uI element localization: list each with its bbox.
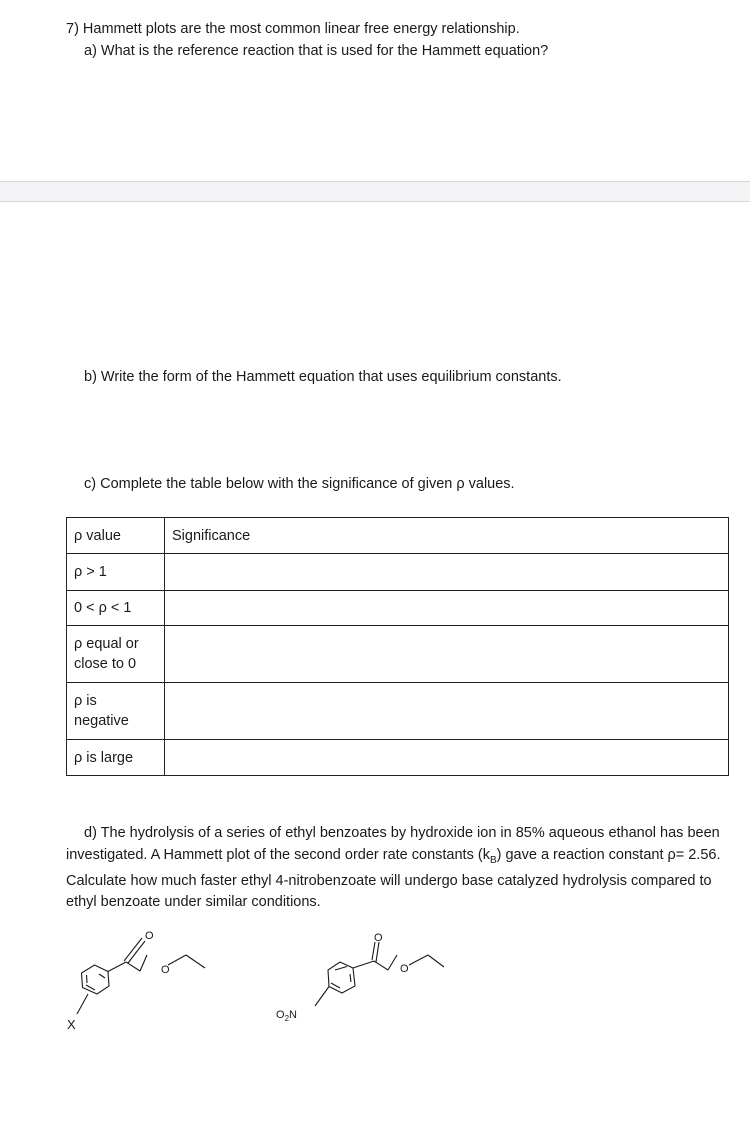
rho-text: ρ is: [74, 693, 97, 709]
ester-oxygen-label: O: [161, 964, 170, 976]
part-d-text: d) The hydrolysis of a series of ethyl benzoates by hydroxide ion in 85% aqueous ethanol has been investigated. A Hammett plot of the second order rate constants (k: [66, 825, 720, 863]
rho-cell: [67, 554, 165, 591]
rho-text: ρ > 1: [74, 564, 107, 580]
rho-cell: [67, 740, 165, 776]
question-part-c: c) Complete the table below with the significance of given ρ values.: [84, 476, 515, 492]
header-rho-value: ρ value: [67, 518, 165, 554]
rho-text-line2: close to 0: [74, 656, 137, 672]
table-row: [67, 683, 729, 740]
ethyl-benzoate-structure: [60, 922, 230, 1034]
significance-cell[interactable]: [165, 554, 729, 591]
table-row: [67, 591, 729, 626]
question-part-d: [66, 823, 736, 914]
question-title: 7) Hammett plots are the most common linear free energy relationship.: [66, 21, 520, 37]
rho-cell: [67, 591, 165, 626]
significance-cell[interactable]: [165, 591, 729, 626]
significance-cell[interactable]: [165, 740, 729, 776]
significance-cell[interactable]: [165, 626, 729, 683]
substituent-x-label: X: [67, 1017, 76, 1032]
rho-text: 0 < ρ < 1: [74, 600, 132, 616]
page-divider: [0, 181, 750, 202]
table-row: [67, 554, 729, 591]
carbonyl-oxygen-label: O: [374, 932, 383, 944]
table-header-row: [67, 518, 729, 554]
nitro-n: N: [289, 1009, 297, 1021]
rho-cell: [67, 626, 165, 683]
rho-text: ρ equal or: [74, 636, 139, 652]
ester-oxygen-label: O: [400, 963, 409, 975]
table-row: [67, 626, 729, 683]
nitro-o: O: [276, 1009, 285, 1021]
nitro-subscript: 2: [284, 1014, 290, 1023]
nitro-group-label: [276, 1009, 297, 1023]
significance-cell[interactable]: [165, 683, 729, 740]
part-d-text-end: ) gave a reaction constant ρ= 2.56. Calculate how much faster ethyl 4-nitrobenzoate will undergo base catalyzed hydrolysis compared to ethyl benzoate under similar conditions.: [66, 846, 721, 911]
rho-text: ρ is large: [74, 749, 134, 766]
ethyl-nitrobenzoate-structure: [272, 922, 452, 1034]
rho-text-line2: negative: [74, 713, 129, 729]
benzene-ring: [82, 965, 110, 994]
question-part-a: a) What is the reference reaction that is used for the Hammett equation?: [84, 43, 549, 59]
question-part-b: b) Write the form of the Hammett equation that uses equilibrium constants.: [84, 369, 562, 385]
header-significance: Significance: [165, 518, 729, 554]
part-d-subscript: B: [489, 854, 497, 866]
table-row: [67, 740, 729, 776]
rho-significance-table: [66, 517, 729, 776]
rho-cell: [67, 683, 165, 740]
carbonyl-oxygen-label: O: [145, 930, 154, 942]
